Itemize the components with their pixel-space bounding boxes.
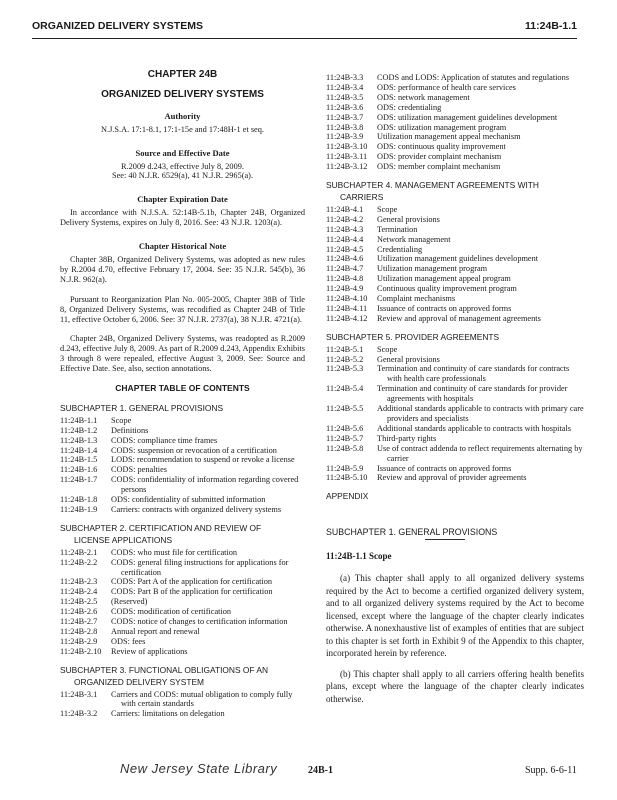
toc-section-title: ODS: performance of health care services <box>377 82 516 92</box>
toc-section-title: Scope <box>111 415 132 425</box>
chapter-number: CHAPTER 24B <box>147 69 218 80</box>
toc-entry <box>60 416 305 426</box>
toc-entry <box>60 627 305 637</box>
subchapter-1-toc <box>60 416 305 515</box>
toc-section-title: LODS: recommendation to suspend or revoke a license <box>111 455 295 465</box>
toc-section-title: Network management <box>377 234 451 244</box>
toc-entry <box>326 364 584 384</box>
history-paragraph-2: Pursuant to Reorganization Plan No. 005-2005, Chapter 38B of Title 8, Organized Delivery Systems, was recodified as Chapter 24B of Title 11, effective October 6, 2006. See: 37 N.J.R. 2737(a), 38 N.J.R. 4721(a). <box>60 294 305 324</box>
subchapter-1-heading: SUBCHAPTER 1. GENERAL PROVISIONS <box>60 402 224 413</box>
toc-section-title: General provisions <box>377 354 440 364</box>
toc-section-number: 11:24B-3.10 <box>326 142 368 152</box>
toc-entry <box>326 83 584 93</box>
toc-section-number: 11:24B-2.6 <box>60 607 98 617</box>
toc-section-title: CODS: compliance time frames <box>111 435 218 445</box>
toc-section-title: Carriers: contracts with organized delivery systems <box>111 505 282 514</box>
toc-section-title: Issuance of contracts on approved forms <box>377 463 512 473</box>
toc-section-title: Additional standards applicable to contracts with primary care providers and specialists <box>377 404 584 423</box>
subchapter-4-heading-cont: CARRIERS <box>340 191 384 202</box>
toc-section-number: 11:24B-2.4 <box>60 587 98 597</box>
toc-entry <box>326 284 584 294</box>
toc-entry <box>326 162 584 172</box>
toc-section-title: Issuance of contracts on approved forms <box>377 303 512 313</box>
toc-section-title: Utilization management program <box>377 264 488 274</box>
toc-section-number: 11:24B-4.6 <box>326 254 364 264</box>
toc-section-number: 11:24B-2.3 <box>60 577 98 587</box>
toc-entry <box>326 473 584 483</box>
toc-entry <box>326 225 584 235</box>
toc-entry <box>60 647 305 657</box>
toc-section-number: 11:24B-3.5 <box>326 92 364 102</box>
toc-heading: CHAPTER TABLE OF CONTENTS <box>115 383 250 394</box>
authority-text: N.J.S.A. 17:1-8.1, 17:1-15e and 17:48H-1 et seq. <box>101 124 264 134</box>
history-paragraph-3: Chapter 24B, Organized Delivery Systems, was readopted as R.2009 d.243, effective July 8, 2009. As part of R.2009 d.243, Appendix Exhibits 3 through 8 were repealed, effective August 3, 2009. See: Source and Effective Date. See, also, section annotations. <box>60 334 305 374</box>
toc-entry <box>60 577 305 587</box>
toc-section-title: Third-party rights <box>377 433 437 443</box>
toc-section-title: CODS: notice of changes to certification information <box>111 617 288 627</box>
toc-section-number: 11:24B-1.2 <box>60 425 98 435</box>
toc-section-title: ODS: utilization management program <box>377 122 507 132</box>
toc-section-number: 11:24B-5.10 <box>326 473 368 483</box>
toc-section-title: ODS: fees <box>111 636 146 646</box>
subchapter-3-heading-cont: ORGANIZED DELIVERY SYSTEM <box>74 676 205 687</box>
toc-section-title: Termination and continuity of care standards for provider agreements with hospitals <box>377 384 568 404</box>
source-text-1: R.2009 d.243, effective July 8, 2009. <box>121 161 244 171</box>
subchapter-5-toc <box>326 345 584 484</box>
toc-section-number: 11:24B-4.12 <box>326 313 368 323</box>
left-column <box>60 70 305 728</box>
toc-section-title: CODS: confidentiality of information regarding covered persons <box>111 475 299 495</box>
toc-entry <box>60 475 305 495</box>
toc-section-number: 11:24B-3.2 <box>60 709 98 719</box>
toc-section-number: 11:24B-5.7 <box>326 433 364 443</box>
toc-section-number: 11:24B-3.6 <box>326 102 364 112</box>
toc-section-title: Termination and continuity of care standards for contracts with health care professionals <box>377 364 570 384</box>
subchapter-2-toc <box>60 548 305 657</box>
toc-entry <box>60 637 305 647</box>
toc-section-title: ODS: confidentiality of submitted information <box>111 495 266 505</box>
toc-entry <box>326 384 584 404</box>
toc-section-title: Credentialing <box>377 244 423 254</box>
toc-section-number: 11:24B-5.2 <box>326 354 364 364</box>
toc-entry <box>326 355 584 365</box>
toc-section-title: Use of contract addenda to reflect requirements alternating by carrier <box>377 443 583 463</box>
toc-section-title: ODS: credentialing <box>377 102 442 112</box>
toc-section-title: ODS: member complaint mechanism <box>377 162 501 172</box>
toc-entry <box>326 464 584 474</box>
toc-section-title: ODS: provider complaint mechanism <box>377 152 502 162</box>
toc-section-title: Scope <box>377 344 398 354</box>
subchapter-3-heading: SUBCHAPTER 3. FUNCTIONAL OBLIGATIONS OF AN <box>60 664 269 675</box>
toc-section-title: Utilization management appeal program <box>377 274 511 284</box>
toc-section-number: 11:24B-3.12 <box>326 162 368 172</box>
toc-entry <box>326 123 584 133</box>
toc-entry <box>326 132 584 142</box>
toc-entry <box>60 465 305 475</box>
toc-section-number: 11:24B-5.5 <box>326 404 364 414</box>
toc-entry <box>60 587 305 597</box>
right-column <box>326 73 584 713</box>
toc-section-title: Continuous quality improvement program <box>377 284 517 294</box>
toc-entry <box>60 436 305 446</box>
toc-entry <box>326 304 584 314</box>
toc-section-title: Review and approval of provider agreements <box>377 473 527 483</box>
toc-section-number: 11:24B-1.9 <box>60 505 98 514</box>
toc-section-number: 11:24B-4.4 <box>326 234 364 244</box>
toc-section-title: CODS: modification of certification <box>111 607 232 617</box>
toc-entry <box>326 424 584 434</box>
toc-section-title: CODS: Part B of the application for certification <box>111 587 273 597</box>
toc-entry <box>326 264 584 274</box>
toc-section-title: Definitions <box>111 425 149 435</box>
toc-section-number: 11:24B-4.1 <box>326 204 364 214</box>
section-title: 11:24B-1.1 Scope <box>326 551 392 562</box>
toc-section-number: 11:24B-2.7 <box>60 617 98 627</box>
toc-section-number: 11:24B-4.9 <box>326 284 364 294</box>
subchapter-3-toc <box>60 690 305 720</box>
toc-section-title: Additional standards applicable to contracts with hospitals <box>377 423 572 433</box>
toc-section-number: 11:24B-1.5 <box>60 455 98 465</box>
toc-section-number: 11:24B-5.8 <box>326 443 364 453</box>
toc-section-number: 11:24B-4.3 <box>326 224 364 234</box>
source-heading: Source and Effective Date <box>135 147 230 158</box>
toc-entry <box>60 558 305 578</box>
toc-section-title: Scope <box>377 204 398 214</box>
toc-entry <box>326 103 584 113</box>
toc-section-number: 11:24B-3.11 <box>326 152 368 162</box>
toc-section-number: 11:24B-5.4 <box>326 384 364 394</box>
appendix-entry: APPENDIX <box>326 491 369 502</box>
subchapter-4-heading: SUBCHAPTER 4. MANAGEMENT AGREEMENTS WITH <box>326 180 539 191</box>
toc-entry <box>60 548 305 558</box>
toc-entry <box>326 235 584 245</box>
toc-entry <box>60 446 305 456</box>
toc-section-number: 11:24B-1.4 <box>60 445 98 455</box>
subchapter-5-heading: SUBCHAPTER 5. PROVIDER AGREEMENTS <box>326 331 500 342</box>
toc-section-number: 11:24B-2.8 <box>60 626 98 636</box>
toc-section-title: Carriers: limitations on delegation <box>111 709 225 719</box>
source-text-2: See: 40 N.J.R. 6529(a), 41 N.J.R. 2965(a). <box>111 171 254 181</box>
toc-section-number: 11:24B-4.7 <box>326 264 364 274</box>
subchapter-3-toc-cont <box>326 73 584 172</box>
toc-section-number: 11:24B-4.10 <box>326 294 368 304</box>
toc-section-number: 11:24B-4.11 <box>326 303 368 313</box>
toc-entry <box>326 142 584 152</box>
toc-section-title: General provisions <box>377 214 440 224</box>
toc-entry <box>326 152 584 162</box>
toc-entry <box>326 215 584 225</box>
page-number: 24B-1 <box>308 765 333 776</box>
toc-entry <box>60 455 305 465</box>
subchapter-1-body-heading: SUBCHAPTER 1. GENERAL PROVISIONS <box>326 527 498 538</box>
toc-section-number: 11:24B-3.8 <box>326 122 364 132</box>
toc-entry <box>326 345 584 355</box>
toc-entry <box>326 113 584 123</box>
toc-section-number: 11:24B-5.1 <box>326 344 364 354</box>
toc-entry <box>326 205 584 215</box>
toc-section-number: 11:24B-2.10 <box>60 646 102 656</box>
header-title: ORGANIZED DELIVERY SYSTEMS <box>32 20 203 32</box>
toc-entry <box>326 294 584 304</box>
paragraph-b: (b) This chapter shall apply to all carriers offering health benefits plans, except where the language of the chapter clearly indicates otherwise. <box>326 668 584 704</box>
toc-entry <box>60 597 305 607</box>
toc-entry <box>60 495 305 505</box>
toc-section-number: 11:24B-3.1 <box>60 689 98 699</box>
toc-section-title: Utilization management appeal mechanism <box>377 132 521 142</box>
subchapter-2-heading: SUBCHAPTER 2. CERTIFICATION AND REVIEW OF <box>60 522 262 533</box>
toc-section-number: 11:24B-3.3 <box>326 73 364 82</box>
toc-section-number: 11:24B-4.8 <box>326 274 364 284</box>
toc-section-number: 11:24B-3.7 <box>326 112 364 122</box>
toc-section-title: (Reserved) <box>111 597 148 607</box>
toc-section-title: Utilization management guidelines development <box>377 254 539 264</box>
toc-section-title: ODS: network management <box>377 92 470 102</box>
toc-section-title: Annual report and renewal <box>111 626 200 636</box>
toc-section-title: CODS: general filing instructions for applications for certification <box>111 557 289 577</box>
chapter-title: ORGANIZED DELIVERY SYSTEMS <box>101 88 264 100</box>
toc-entry <box>60 709 305 719</box>
history-heading: Chapter Historical Note <box>138 241 227 252</box>
toc-entry <box>326 434 584 444</box>
toc-section-title: Termination <box>377 224 418 234</box>
toc-section-number: 11:24B-3.9 <box>326 132 364 142</box>
toc-entry <box>60 690 305 710</box>
authority-heading: Authority <box>164 110 201 121</box>
toc-section-number: 11:24B-2.9 <box>60 636 98 646</box>
toc-section-title: Review of applications <box>111 646 188 656</box>
toc-section-number: 11:24B-2.5 <box>60 597 98 607</box>
toc-section-number: 11:24B-2.1 <box>60 547 98 557</box>
subchapter-2-heading-cont: LICENSE APPLICATIONS <box>74 534 173 545</box>
section-divider <box>425 539 465 540</box>
toc-entry <box>60 426 305 436</box>
toc-section-number: 11:24B-1.7 <box>60 475 98 485</box>
toc-entry <box>60 505 305 515</box>
toc-entry <box>326 444 584 464</box>
header-section-number: 11:24B-1.1 <box>525 20 577 32</box>
toc-section-number: 11:24B-1.1 <box>60 415 98 425</box>
toc-section-title: CODS: suspension or revocation of a certification <box>111 445 277 455</box>
header-rule <box>32 38 577 39</box>
toc-section-number: 11:24B-5.6 <box>326 423 364 433</box>
toc-entry <box>326 93 584 103</box>
toc-entry <box>326 314 584 324</box>
subchapter-4-toc <box>326 205 584 324</box>
toc-section-number: 11:24B-4.2 <box>326 214 364 224</box>
toc-section-number: 11:24B-1.3 <box>60 435 98 445</box>
expiration-text: In accordance with N.J.S.A. 52:14B-5.1b, Chapter 24B, Organized Delivery Systems, expires on July 8, 2016. See: 43 N.J.R. 1203(a). <box>60 208 305 228</box>
toc-section-title: CODS and LODS: Application of statutes and regulations <box>377 73 569 82</box>
toc-section-number: 11:24B-1.6 <box>60 465 98 475</box>
toc-entry <box>326 245 584 255</box>
toc-entry <box>326 254 584 264</box>
toc-section-number: 11:24B-5.3 <box>326 364 364 374</box>
running-header <box>32 20 577 36</box>
toc-section-title: ODS: continuous quality improvement <box>377 142 506 152</box>
supplement-date: Supp. 6-6-11 <box>525 765 577 776</box>
toc-section-title: ODS: utilization management guidelines development <box>377 112 558 122</box>
paragraph-a: (a) This chapter shall apply to all organized delivery systems required by the Act to become a certified organized delivery system, and to all organized delivery systems required by the Act to become licensed, except where the language of the chapter clearly indicates otherwise. A nonexhaustive list of examples of entities that are subject to this chapter is set forth in Exhibit 9 of the Appendix to this chapter, incorporated herein by reference. <box>326 573 584 659</box>
toc-entry <box>326 73 584 83</box>
toc-section-number: 11:24B-3.4 <box>326 82 364 92</box>
toc-entry <box>60 607 305 617</box>
toc-section-number: 11:24B-2.2 <box>60 557 98 567</box>
library-watermark: New Jersey State Library <box>120 761 278 776</box>
toc-section-title: CODS: penalties <box>111 465 167 475</box>
toc-section-title: CODS: Part A of the application for certification <box>111 577 273 587</box>
toc-section-title: Carriers and CODS: mutual obligation to comply fully with certain standards <box>111 689 293 709</box>
toc-entry <box>326 274 584 284</box>
toc-entry <box>326 404 584 424</box>
toc-section-number: 11:24B-1.8 <box>60 495 98 505</box>
toc-section-number: 11:24B-4.5 <box>326 244 364 254</box>
toc-section-title: Complaint mechanisms <box>377 294 456 304</box>
toc-section-title: CODS: who must file for certification <box>111 547 238 557</box>
toc-section-number: 11:24B-5.9 <box>326 463 364 473</box>
history-paragraph-1: Chapter 38B, Organized Delivery Systems, was adopted as new rules by R.2004 d.70, effective February 17, 2004. See: 35 N.J.R. 545(b), 36 N.J.R. 962(a). <box>60 254 305 284</box>
toc-section-title: Review and approval of management agreements <box>377 313 541 323</box>
toc-entry <box>60 617 305 627</box>
expiration-heading: Chapter Expiration Date <box>137 194 228 205</box>
